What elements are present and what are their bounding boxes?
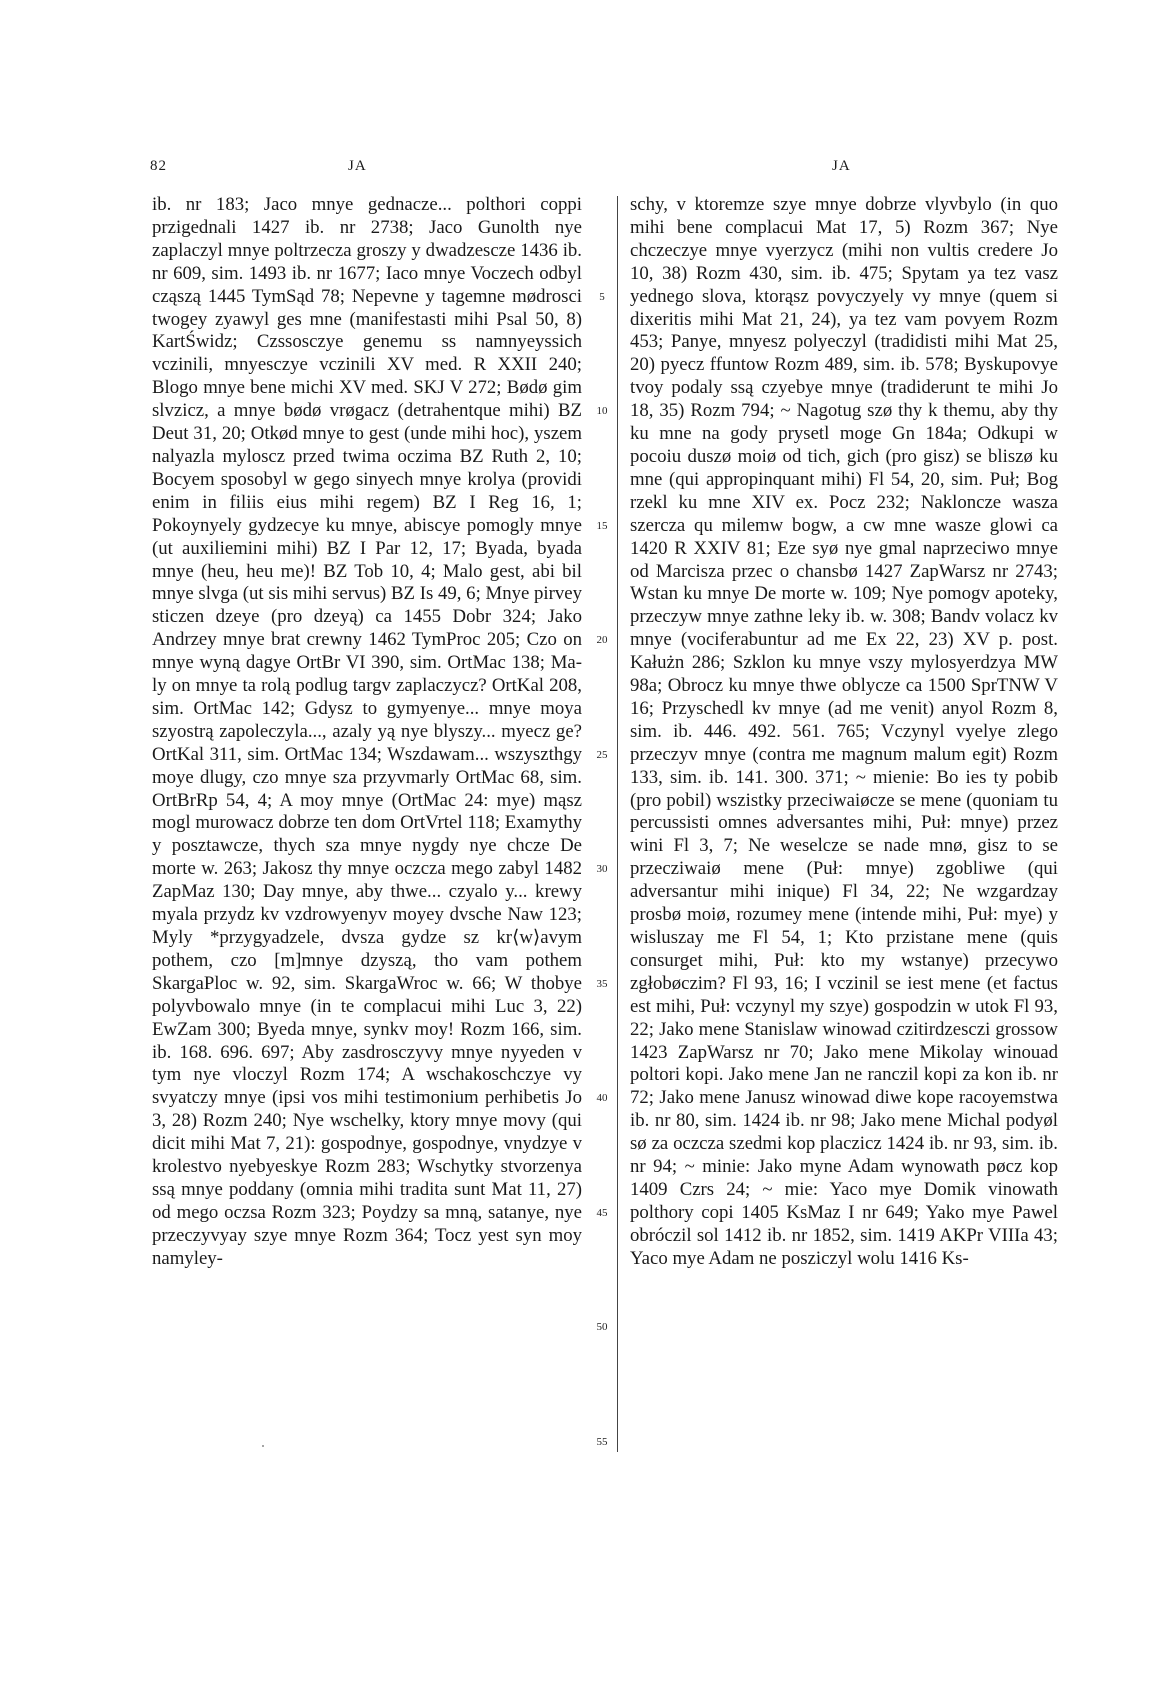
line-number: 45	[596, 1206, 608, 1219]
line-number: 5	[599, 290, 605, 303]
column-divider	[617, 196, 618, 1452]
line-number: 35	[596, 977, 608, 990]
line-number: 15	[596, 519, 608, 532]
line-number: 30	[596, 863, 608, 876]
line-number: 10	[596, 405, 608, 418]
line-number: 55	[596, 1435, 608, 1448]
speck-mark	[262, 1445, 264, 1447]
running-head-right: JA	[832, 158, 851, 174]
running-head-left: JA	[348, 158, 367, 174]
column-right-text: schy, v ktoremze szye mnye dobrze vlyvbylo (in quo mihi bene complacui Mat 17, 5) Rozm 367; Nye chczeczye mnye vyerzycz (mihi non vultis credere Jo 10, 38) Rozm 430, sim. ib. 475; Spytam ya tez vasz yednego slova, ktorąsz povyczyely vy mnye (quem si dixeritis mihi Mat 21, 24), ya tez vam povyem Rozm 453; Panye, mnyesz polyeczyl (tradidisti mihi Mat 25, 20) pyecz ffuntow Rozm 489, sim. ib. 578; Byskupovye tvoy podaly ssą czyebye mnye (tradiderunt te mihi Jo 18, 35) Rozm 794; ~ Nagotug szø thy k themu, aby thy ku mne na gody prysetl moge Gn 184a; Odkupi w pocoiu duszø moiø od tich, gich (pro gisz) se bliszø ku mne (qui appropinquant mihi) Fl 54, 20, sim. Puł; Bog rzekl ku mne XIV ex. Pocz 232; Naklonczе wasza szercza qu milemw bogw, a cw mne wasze glowi ca 1420 R XXIV 81; Eze syø nye gmal naprzeciwo mnye od Marcisza przec o chansbø 1427 ZapWarsz nr 2743; Wstan ku mnye De morte w. 109; Nye pomogv apoteky, przeczyw mnye zathne leky ib. w. 308; Bandv volacz kv mnye (vociferabuntur ad me Ex 22, 23) XV p. post. Kałużn 286; Szklon ku mnye vszy mylosyerdzya MW 98a; Obrocz ku mnye thwe oblycze ca 1500 SprTNW V 16; Przyschedl kv mnye (ad me venit) anyol Rozm 8, sim. ib. 446. 492. 561. 765; Vczynyl vyelye zlego przeczyv mnye (contra me magnum malum egit) Rozm 133, sim. ib. 141. 300. 371; ~ mienie: Bo ies ty pobib (pro pobil) wszistky przeciwaiøcze se mene (quoniam tu percussisti omnes adversantes mihi, Puł: mnye) przez wini Fl 3, 7; Ne weselcze se nade mnø, gisz to se przecziwaiø mene (Puł: mnye) zgobliwe (qui adversantur mihi inique) Fl 34, 22; Ne wzgardzay prosbø moiø, rozumey mene (intende mihi, Puł: mye) y wisluszay me Fl 54, 1; Kto przistane mene (quis consurget mihi, Puł: kto my wstanye) przecywo zgłobøczim? Fl 93, 16; I vczinil se iest mene (et factus est mihi, Puł: vczynyl my szye) gospodzin w utok Fl 93, 22; Jako mene Stanislaw winowad czitirdzesczi grossow 1423 ZapWarsz nr 70; Jako mene Mikolay winouad poltori kopi. Jako mene Jan ne ranczil kopi za kon ib. nr 72; Jako mene Janusz winowad diwe kope racoyemstwa ib. nr 80, sim. 1424 ib. nr 98; Jako mene Michal podyøl sø za oczcza szedmi kop placzicz 1424 ib. nr 93, sim. ib. nr 94; ~ minie: Jako myne Adam wynowath pøcz kop 1409 Czrs 24; ~ mie: Yaco mye Domik vinowath polthory copi 1405 KsMaz I nr 649; Yako mye Pawel obróczil sol 1412 ib. nr 1852, sim. 1419 AKPr VIIIa 43; Yaco mye Adam ne posziczyl wolu 1416 Ks-	[630, 194, 1058, 1269]
line-number: 20	[596, 634, 608, 647]
line-number: 40	[596, 1092, 608, 1105]
line-number: 50	[596, 1321, 608, 1334]
column-left-text: ib. nr 183; Jaco mnye gednacze... polthori coppi przigednali 1427 ib. nr 2738; Jaco Gunolth nye zaplaczyl mnye poltrzecza groszy y dwadzescze 1436 ib. nr 609, sim. 1493 ib. nr 1677; Iaco mnye Voczech odbyl cząszą 1445 TymSąd 78; Nepevne y tagemne mødrosci twogey zyawyl ges mne (manifestasti mihi Psal 50, 8) KartŚwidz; Czssosczye genemu ss namnyeyssich vczinili, mnyesczye vczinili XV med. R XXII 240; Blogo mnye bene michi XV med. SKJ V 272; Bødø gim slvzicz, a mnye bødø vrøgacz (detrahentque mihi) BZ Deut 31, 20; Otkød mnye to gest (unde mihi hoc), yszem nalyazla myloscz przed twima oczima BZ Ruth 2, 10; Bocyem sposobyl w gego sinyech mnye krolya (providi enim in filiis eius mihi regem) BZ I Reg 16, 1; Pokoynyely gydzecye ku mnye, abiscye pomogly mnye (ut auxiliemini mihi) BZ I Par 12, 17; Byada, byada mnye (heu, heu me)! BZ Tob 10, 4; Malo gest, abi bil mnye slvga (ut sis mihi servus) BZ Is 49, 6; Mnye pirvey sticzen dzeye (pro dzeyą) ca 1455 Dobr 324; Jako Andrzey mnye brat crewny 1462 TymProc 205; Czo on mnye wyną dagye OrtBr VI 390, sim. OrtMac 138; Ma-ly on mnye ta rolą podlug targv zaplaczycz? OrtKal 208, sim. OrtMac 142; Gdysz to gymyenye... mnye moya szyostrą zapoleczyla..., azaly yą nye blyszy... myecz ge? OrtKal 311, sim. OrtMac 134; Wszdawam... wszyszthgy moye dlugy, czo mnye sza przyvmarly OrtMac 68, sim. OrtBrRp 54, 4; A moy mnye (OrtMac 24: mye) mąsz mogl murowacz dobrze ten dom OrtVrtel 118; Examythy y posztawcze, thych sza mnye nygdy nye chcze De morte w. 263; Jakosz thy mnye oczcza mego zabyl 1482 ZapMaz 130; Day mnye, aby thwe... czyalo y... krewy myala przydz kv vzdrowyenyv moyey dvsche Naw 123; Myly *przygyadzele, dvsza gydze sz kr⟨w⟩avym pothem, czo [m]mnye dzyszą, tho vam pothem SkargaPloc w. 92, sim. SkargaWroc w. 66; W thobye polyvbowalo mnye (in te complacui mihi Luc 3, 22) EwZam 300; Byeda mnye, synkv moy! Rozm 166, sim. ib. 168. 696. 697; Aby zasdrosczyvy mnye nyyeden v tym nye vloczyl Rozm 174; A wschakoschczye vy svyatczy mnye (ipsi vos mihi testimonium perhibetis Jo 3, 28) Rozm 240; Nye wschelky, ktory mnye movy (qui dicit mihi Mat 7, 21): gospodnye, gospodnye, vnydzye v krolestvo nyebyeskye Rozm 283; Wschytky stvorzenya ssą mnye poddany (omnia mihi tradita sunt Mat 11, 27) od mego oczsa Rozm 323; Poydzy sa mną, satanye, nye przeczyvyay szye mnye Rozm 364; Tocz yest syn moy namyley-	[152, 194, 582, 1269]
line-number-gutter	[590, 194, 614, 1454]
text-column-right	[630, 194, 1058, 1454]
page-header	[0, 158, 1155, 182]
text-column-left	[152, 194, 582, 1454]
page-number: 82	[150, 158, 167, 174]
line-number: 25	[596, 748, 608, 761]
